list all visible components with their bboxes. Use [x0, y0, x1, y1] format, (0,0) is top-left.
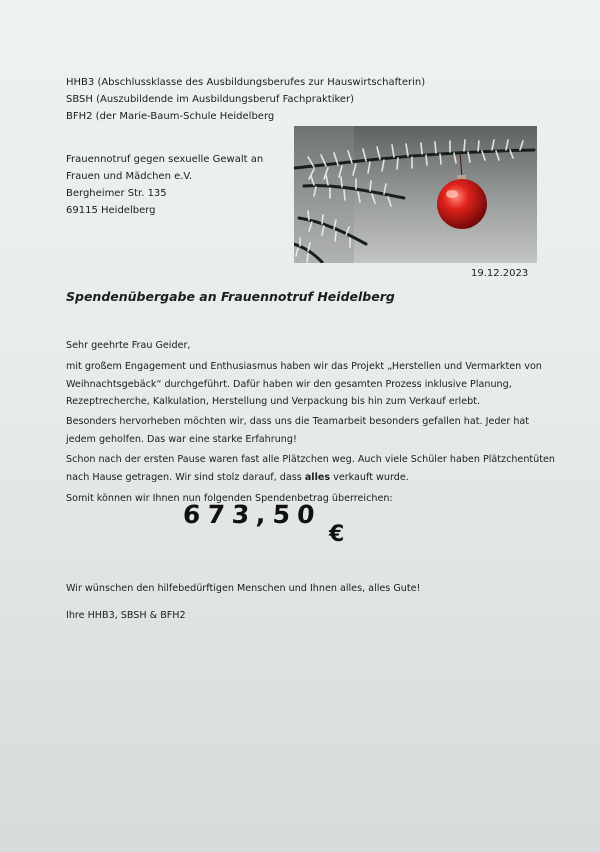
paragraph-sales-line-2: [66, 469, 546, 487]
paragraph-teamwork-line-1: Besonders hervorheben möchten wir, dass uns die Teamarbeit besonders gefallen hat. Jeder hat: [66, 416, 530, 427]
sender-line-2: SBSH (Auszubildende im Ausbildungsberuf Fachpraktiker): [66, 94, 355, 105]
recipient-line-2: Frauen und Mädchen e.V.: [66, 171, 193, 182]
sales-text-after: verkauft wurde.: [330, 471, 409, 483]
letter-subject: Spendenübergabe an Frauennotruf Heidelberg: [66, 289, 395, 304]
paragraph-project-line-2: Weihnachtsgebäck“ durchgeführt. Dafür haben wir den gesamten Prozess inklusive Planung,: [66, 378, 512, 390]
paragraph-sales: [66, 451, 555, 486]
sender-line-3: BFH2 (der Marie-Baum-Schule Heidelberg: [66, 111, 275, 122]
sender-line-1: HHB3 (Abschlussklasse des Ausbildungsberufes zur Hauswirtschafterin): [66, 77, 426, 88]
recipient-line-3: Bergheimer Str. 135: [66, 188, 167, 199]
paragraph-teamwork: [66, 413, 546, 448]
currency-symbol: €: [329, 522, 345, 547]
sales-text-before: nach Hause getragen. Wir sind stolz darauf, dass: [66, 471, 305, 483]
closing-wish: Wir wünschen den hilfebedürftigen Menschen und Ihnen alles, alles Gute!: [66, 583, 421, 594]
paragraph-project-line-1: mit großem Engagement und Enthusiasmus haben wir das Projekt „Herstellen und Vermarkten von: [66, 361, 542, 372]
recipient-address: [66, 151, 263, 219]
sender-block: [66, 74, 425, 125]
recipient-line-1: Frauennotruf gegen sexuelle Gewalt an: [66, 154, 264, 165]
sales-emphasis: alles: [304, 471, 331, 483]
paragraph-sales-line-1: Schon nach der ersten Pause waren fast alle Plätzchen weg. Auch viele Schüler haben Plätzchentüten: [66, 454, 555, 465]
christmas-ornament-photo: [294, 126, 537, 263]
paragraph-project: [66, 358, 546, 411]
paragraph-project-line-3: Rezeptrecherche, Kalkulation, Herstellung und Verpackung bis hin zum Verkauf erlebt.: [66, 396, 481, 407]
donation-intro: Somit können wir Ihnen nun folgenden Spendenbetrag überreichen:: [66, 493, 393, 504]
donation-amount: 673,50: [181, 500, 323, 529]
recipient-line-4: 69115 Heidelberg: [66, 205, 156, 216]
letter-date: 19.12.2023: [471, 268, 529, 279]
fir-branch-bauble-image: [294, 126, 537, 263]
signature: Ihre HHB3, SBSH & BFH2: [66, 610, 186, 621]
salutation: Sehr geehrte Frau Geider,: [66, 340, 191, 351]
paragraph-teamwork-line-2: jedem geholfen. Das war eine starke Erfahrung!: [66, 433, 297, 445]
